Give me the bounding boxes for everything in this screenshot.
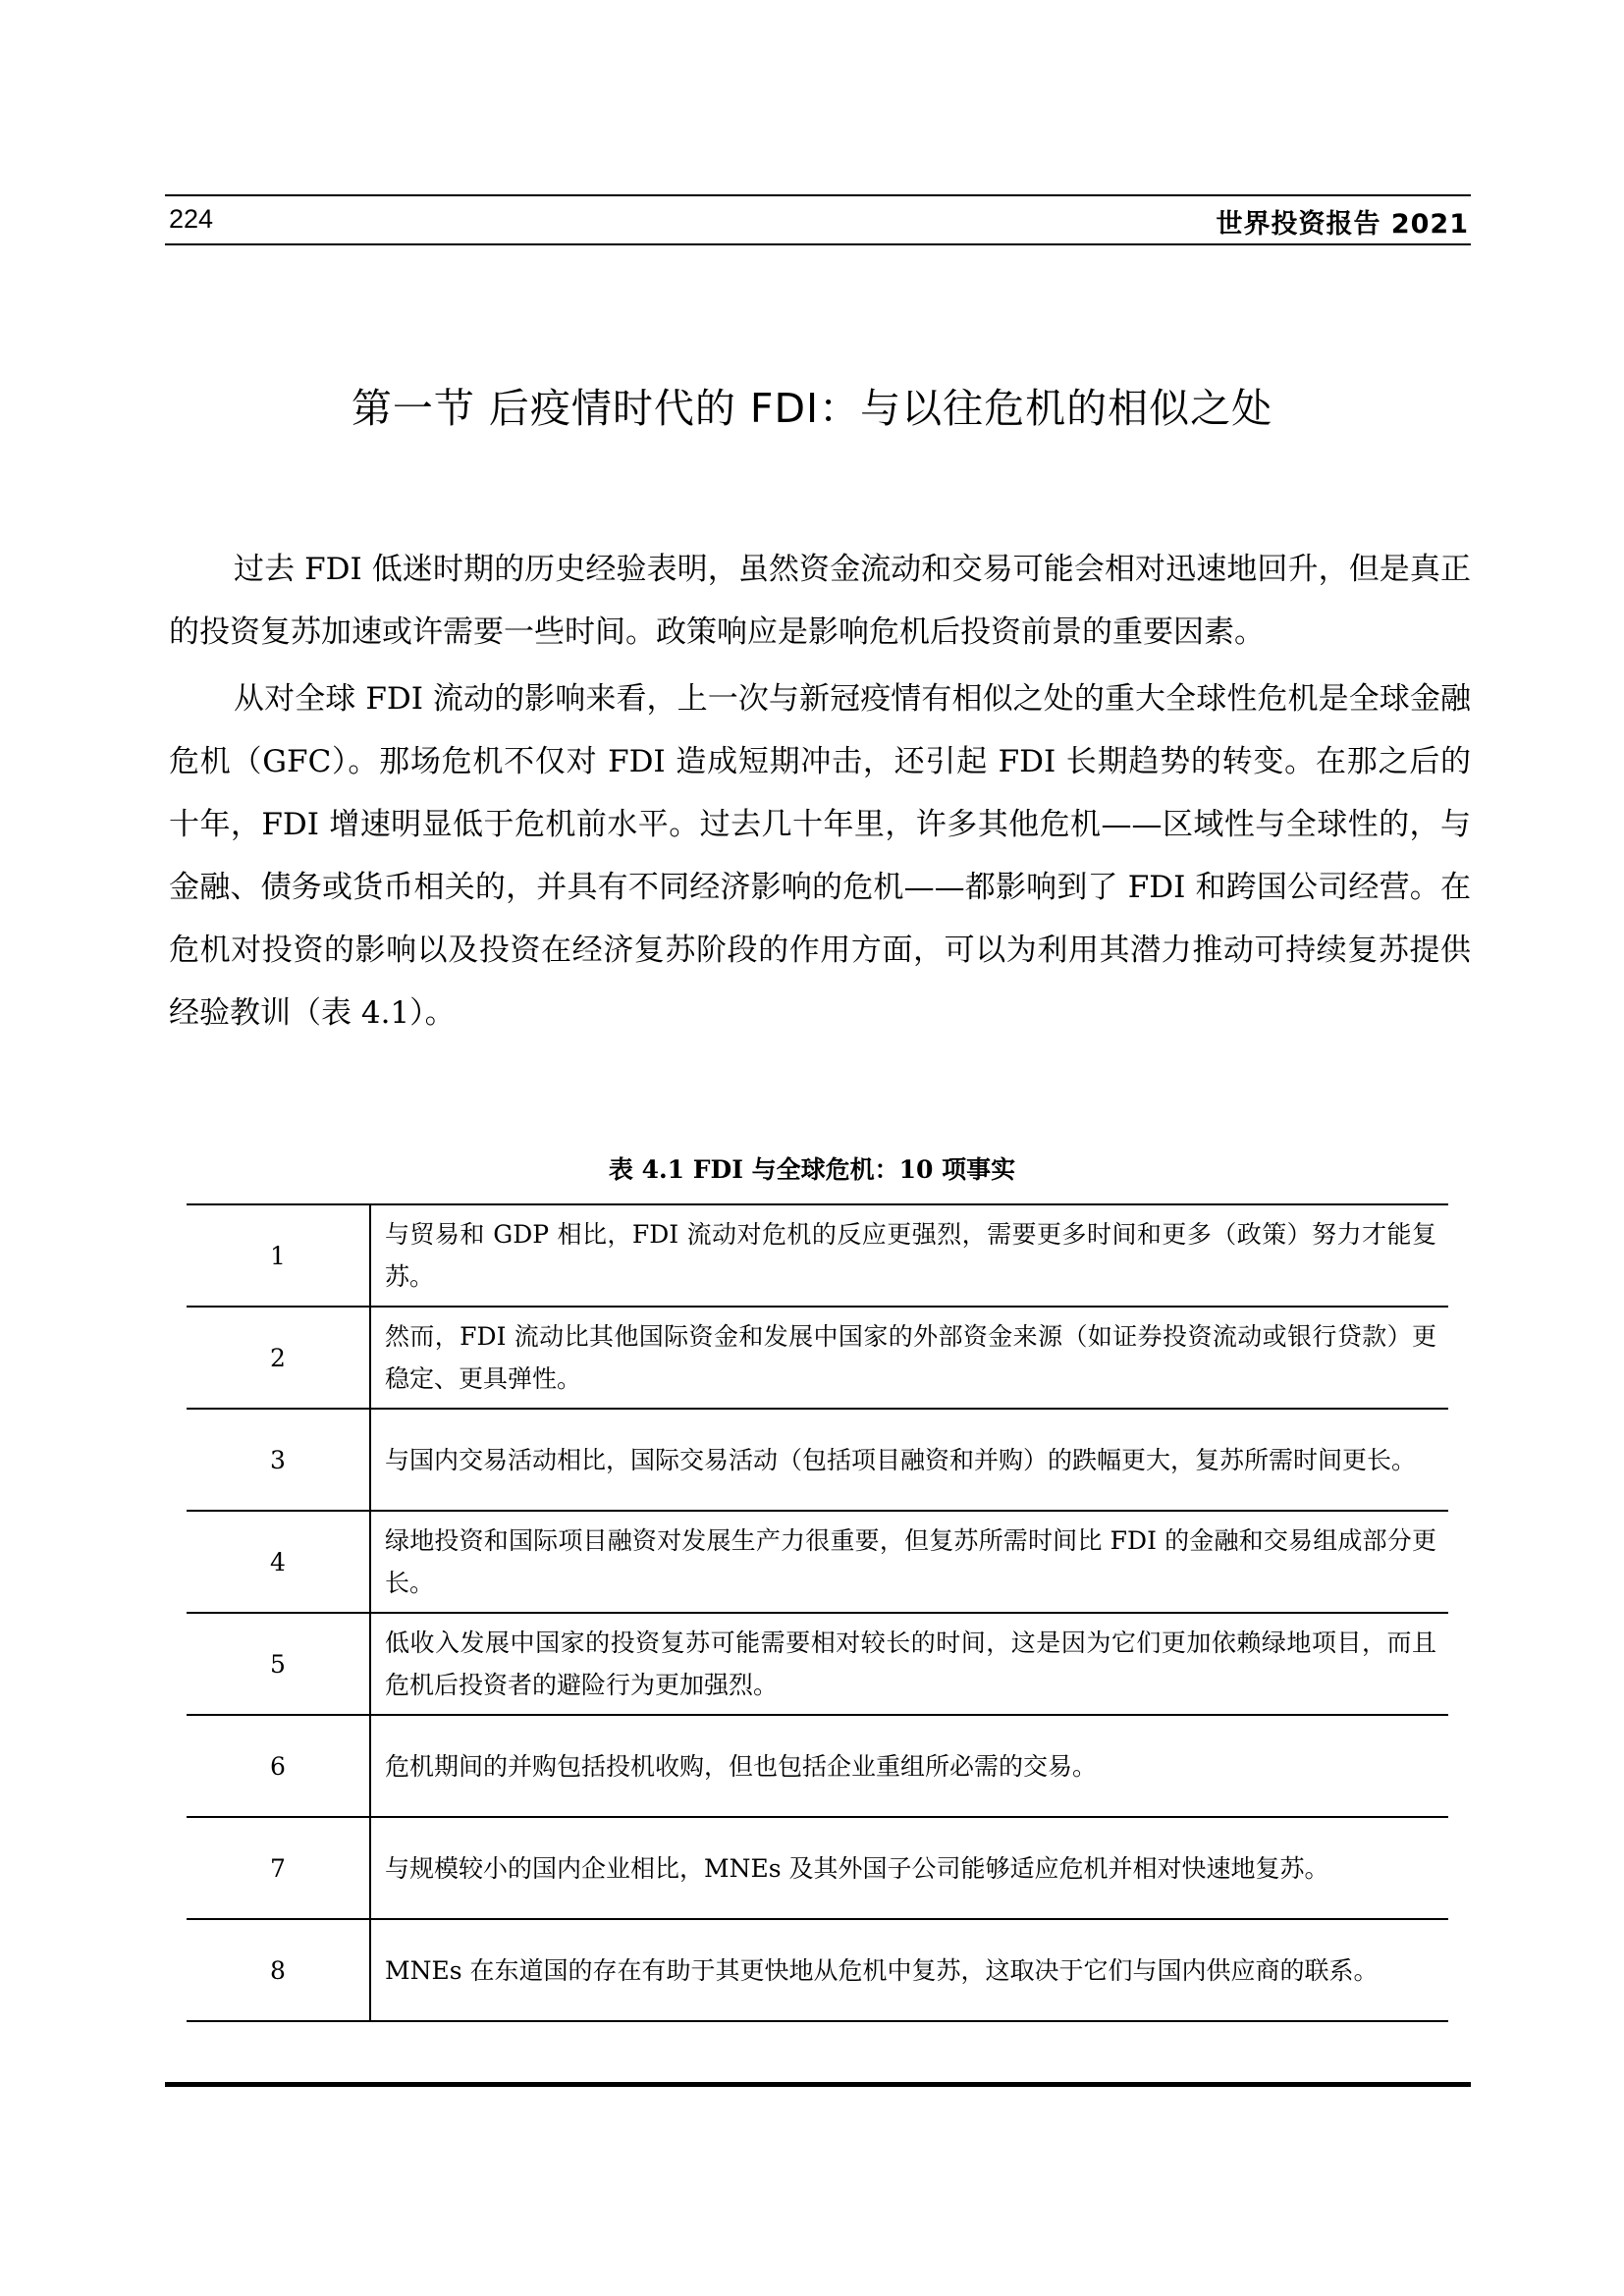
row-text: 绿地投资和国际项目融资对发展生产力很重要，但复苏所需时间比 FDI 的金融和交易组成部分更长。	[370, 1511, 1448, 1613]
row-text: MNEs 在东道国的存在有助于其更快地从危机中复苏，这取决于它们与国内供应商的联系。	[370, 1919, 1448, 2021]
paragraph: 过去 FDI 低迷时期的历史经验表明，虽然资金流动和交易可能会相对迅速地回升，但是真正的投资复苏加速或许需要一些时间。政策响应是影响危机后投资前景的重要因素。	[169, 552, 1471, 650]
table-row	[187, 1613, 1448, 1715]
body-text	[169, 538, 1471, 1048]
table-row	[187, 1919, 1448, 2021]
facts-table-wrapper	[187, 1203, 1448, 2022]
row-text: 与国内交易活动相比，国际交易活动（包括项目融资和并购）的跌幅更大，复苏所需时间更长。	[370, 1409, 1448, 1511]
row-text: 与规模较小的国内企业相比，MNEs 及其外国子公司能够适应危机并相对快速地复苏。	[370, 1817, 1448, 1919]
table-row	[187, 1204, 1448, 1307]
table-row	[187, 1817, 1448, 1919]
row-number: 8	[187, 1919, 370, 2021]
row-number: 6	[187, 1715, 370, 1817]
running-title: 世界投资报告 2021	[1216, 209, 1469, 240]
row-number: 1	[187, 1204, 370, 1307]
header-bottom-rule	[165, 243, 1471, 245]
table-row	[187, 1511, 1448, 1613]
row-text: 与贸易和 GDP 相比，FDI 流动对危机的反应更强烈，需要更多时间和更多（政策）努力才能复苏。	[370, 1204, 1448, 1307]
paragraph: 从对全球 FDI 流动的影响来看，上一次与新冠疫情有相似之处的重大全球性危机是全球金融危机（GFC）。那场危机不仅对 FDI 造成短期冲击，还引起 FDI 长期趋势的转变。在那之后的十年，FDI 增速明显低于危机前水平。过去几十年里，许多其他危机——区域性与全球性的，与金融、债务或货币相关的，并具有不同经济影响的危机——都影响到了 FDI 和跨国公司经营。在危机对投资的影响以及投资在经济复苏阶段的作用方面，可以为利用其潜力推动可持续复苏提供经验教训（表 4.1）。	[169, 681, 1471, 1031]
footer-rule	[165, 2082, 1471, 2087]
table-caption: 表 4.1 FDI 与全球危机：10 项事实	[608, 1155, 1016, 1184]
header-top-rule	[165, 194, 1471, 196]
table-row	[187, 1307, 1448, 1409]
row-number: 4	[187, 1511, 370, 1613]
table-row	[187, 1409, 1448, 1511]
row-text: 低收入发展中国家的投资复苏可能需要相对较长的时间，这是因为它们更加依赖绿地项目，而且危机后投资者的避险行为更加强烈。	[370, 1613, 1448, 1715]
row-number: 2	[187, 1307, 370, 1409]
row-text: 然而，FDI 流动比其他国际资金和发展中国家的外部资金来源（如证券投资流动或银行贷款）更稳定、更具弹性。	[370, 1307, 1448, 1409]
row-number: 7	[187, 1817, 370, 1919]
facts-table	[187, 1203, 1448, 2022]
row-number: 5	[187, 1613, 370, 1715]
table-row	[187, 1715, 1448, 1817]
section-title: 第一节 后疫情时代的 FDI：与以往危机的相似之处	[351, 385, 1273, 432]
page-number: 224	[169, 204, 214, 234]
row-text: 危机期间的并购包括投机收购，但也包括企业重组所必需的交易。	[370, 1715, 1448, 1817]
row-number: 3	[187, 1409, 370, 1511]
